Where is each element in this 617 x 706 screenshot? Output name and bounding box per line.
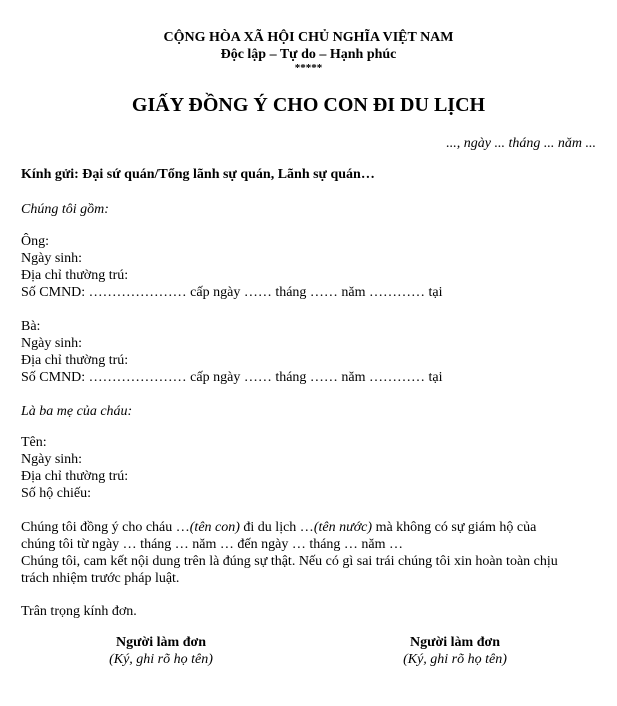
consent-text-1: Chúng tôi đồng ý cho cháu … xyxy=(21,520,190,535)
consent-line-2: chúng tôi từ ngày … tháng … năm … đến ngày … tháng … năm … xyxy=(21,537,404,552)
closing-line: Trân trọng kính đơn. xyxy=(21,604,137,619)
signature-note: (Ký, ghi rõ họ tên) xyxy=(403,652,507,667)
mother-label: Bà: xyxy=(21,319,41,334)
parents-of-label: Là ba mẹ của cháu: xyxy=(21,404,133,419)
consent-line-1 xyxy=(21,519,536,536)
signature-note: (Ký, ghi rõ họ tên) xyxy=(109,652,213,667)
recipient-line: Kính gửi: Đại sứ quán/Tổng lãnh sự quán, Lãnh sự quán… xyxy=(21,167,375,182)
signature-title: Người làm đơn xyxy=(409,635,501,650)
stars-divider: ***** xyxy=(294,62,323,74)
child-passport: Số hộ chiếu: xyxy=(21,486,91,501)
child-name: Tên: xyxy=(21,435,47,450)
motto: Độc lập – Tự do – Hạnh phúc xyxy=(220,47,397,62)
child-dob: Ngày sinh: xyxy=(21,452,83,467)
consent-text-3: mà không có sự giám hộ của xyxy=(372,520,537,535)
signature-block-left xyxy=(61,634,261,668)
father-label: Ông: xyxy=(21,234,49,249)
child-address: Địa chỉ thường trú: xyxy=(21,469,129,484)
mother-dob: Ngày sinh: xyxy=(21,336,83,351)
signature-title: Người làm đơn xyxy=(115,635,207,650)
mother-address: Địa chỉ thường trú: xyxy=(21,353,129,368)
consent-line-3: Chúng tôi, cam kết nội dung trên là đúng sự thật. Nếu có gì sai trái chúng tôi xin hoàn toàn chịu xyxy=(21,554,558,569)
document-title: GIẤY ĐỒNG Ý CHO CON ĐI DU LỊCH xyxy=(131,94,486,116)
child-name-placeholder: (tên con) xyxy=(189,520,240,535)
signature-block-right xyxy=(355,634,555,668)
consent-text-2: đi du lịch … xyxy=(239,520,314,535)
father-dob: Ngày sinh: xyxy=(21,251,83,266)
consent-line-4: trách nhiệm trước pháp luật. xyxy=(21,571,180,586)
date-line: ..., ngày ... tháng ... năm ... xyxy=(446,136,596,151)
mother-id-line: Số CMND: ………………… cấp ngày …… tháng …… năm ………… tại xyxy=(21,370,443,385)
father-address: Địa chỉ thường trú: xyxy=(21,268,129,283)
nation-heading: CỘNG HÒA XÃ HỘI CHỦ NGHĨA VIỆT NAM xyxy=(163,30,454,45)
father-id-line: Số CMND: ………………… cấp ngày …… tháng …… năm ………… tại xyxy=(21,285,443,300)
country-placeholder: (tên nước) xyxy=(313,520,373,535)
we-include-label: Chúng tôi gồm: xyxy=(21,202,109,217)
